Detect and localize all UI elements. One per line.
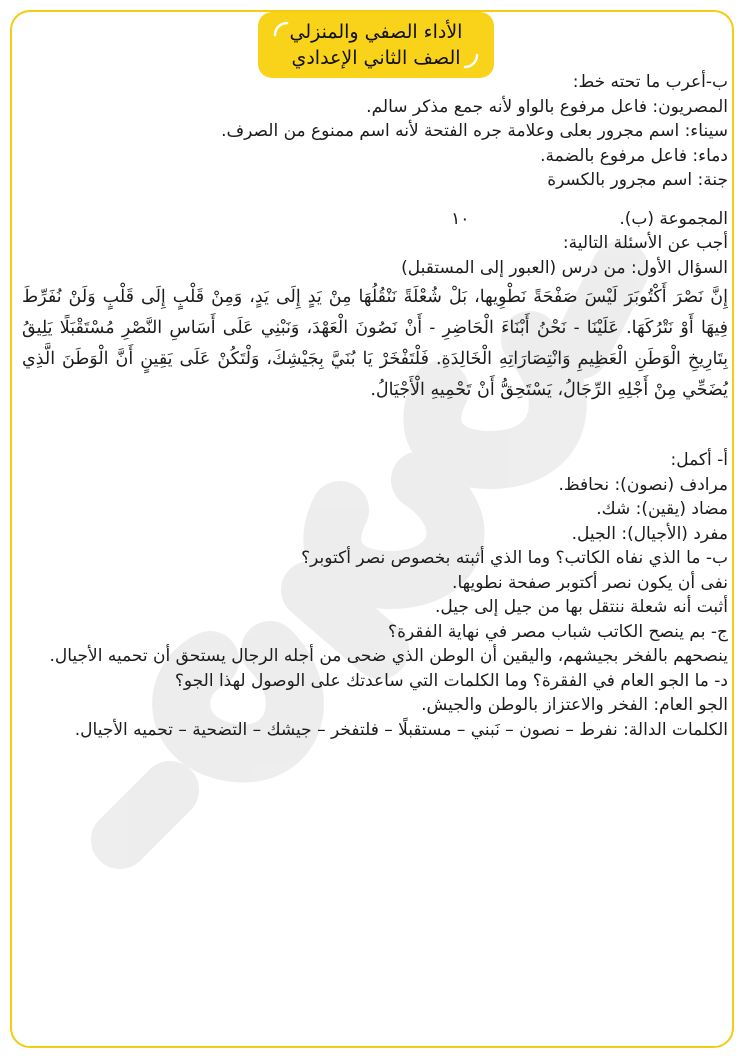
part-d-answer-mood: الجو العام: الفخر والاعتزاز بالوطن والجيش.: [421, 695, 728, 715]
part-c-question: ج- بم ينصح الكاتب شباب مصر في نهاية الفقرة؟: [388, 621, 728, 642]
document-body: [22, 70, 728, 742]
title-banner: [258, 12, 494, 78]
part-a-answer: مفرد (الأجيال): الجيل.: [571, 523, 728, 544]
part-a-answer: مرادف (نصون): نحافظ.: [558, 474, 728, 495]
part-d-answer-words: الكلمات الدالة: نفرط – نصون – نَبني – مستقبلًا – فلتفخر – جيشك – التضحية – تحميه الأجيال.: [74, 719, 728, 740]
parse-item: سيناء: اسم مجرور بعلى وعلامة جره الفتحة لأنه اسم ممنوع من الصرف.: [221, 121, 728, 141]
title-line-2: الصف الثاني الإعدادي: [291, 47, 461, 69]
corner-arc-icon: [272, 20, 290, 38]
part-c-answer: ينصحهم بالفخر بجيشهم، واليقين أن الوطن الذي ضحى من أجله الرجال يستحق أن تحميه الأجيال.: [49, 646, 728, 666]
reading-passage: إِنَّ نَصْرَ أَكْتُوبَرَ لَيْسَ صَفْحَةً نَطْوِيها، بَلْ شُعْلَةً نَنْقُلُهَا مِنْ يَدٍ إِلَى يَدٍ، وَمِنْ قَلْبٍ إِلَى قَلْبٍ وَلَنْ نُفَرِّطَ فِيهَا أَوْ نَتْرُكَهَا. عَلَيْنَا - نَحْنُ أَبْنَاءَ الْحَاضِرِ - أَنْ نَصُونَ الْعَهْدَ، وَنَبْنِي عَلَى أَسَاسِ النَّصْرِ مُسْتَقْبَلًا يَلِيقُ بِتَارِيخِ الْوَطَنِ الْعَظِيمِ وَانْتِصَارَاتِهِ الْخَالِدَةِ. فَلْتَفْخَرْ يَا بُنَيَّ بِجَيْشِكَ، وَلْتَكُنْ عَلَى يَقِينٍ أَنَّ الْوَطَنَ الَّذِي يُضَحِّي مِنْ أَجْلِهِ الرِّجَالُ، يَسْتَحِقُّ أَنْ تَحْمِيهِ الْأَجْيَالُ.: [22, 287, 728, 400]
parse-item: دماء: فاعل مرفوع بالضمة.: [540, 145, 728, 166]
question-1-title: السؤال الأول: من درس (العبور إلى المستقبل): [401, 257, 728, 278]
parse-item: جنة: اسم مجرور بالكسرة: [547, 170, 728, 190]
corner-arc-icon: [462, 52, 480, 70]
section-b-title: ب-أعرب ما تحته خط:: [572, 72, 728, 92]
part-d-question: د- ما الجو العام في الفقرة؟ وما الكلمات التي ساعدتك على الوصول لهذا الجو؟: [174, 670, 728, 691]
instruction: أجب عن الأسئلة التالية:: [562, 233, 728, 253]
group-label: المجموعة (ب).: [619, 208, 728, 229]
part-b-question: ب- ما الذي نفاه الكاتب؟ وما الذي أثبته بخصوص نصر أكتوبر؟: [301, 548, 728, 568]
part-b-answer: نفى أن يكون نصر أكتوبر صفحة نطويها.: [452, 572, 728, 593]
group-score: ١٠: [451, 208, 470, 229]
part-a-title: أ- أكمل:: [670, 450, 728, 470]
title-line-1: الأداء الصفي والمنزلي: [289, 21, 463, 43]
part-a-answer: مضاد (يقين): شك.: [596, 499, 728, 519]
parse-item: المصريون: فاعل مرفوع بالواو لأنه جمع مذكر سالم.: [366, 96, 728, 117]
part-b-answer: أثبت أنه شعلة ننتقل بها من جيل إلى جيل.: [434, 597, 728, 617]
group-heading: [22, 207, 728, 232]
